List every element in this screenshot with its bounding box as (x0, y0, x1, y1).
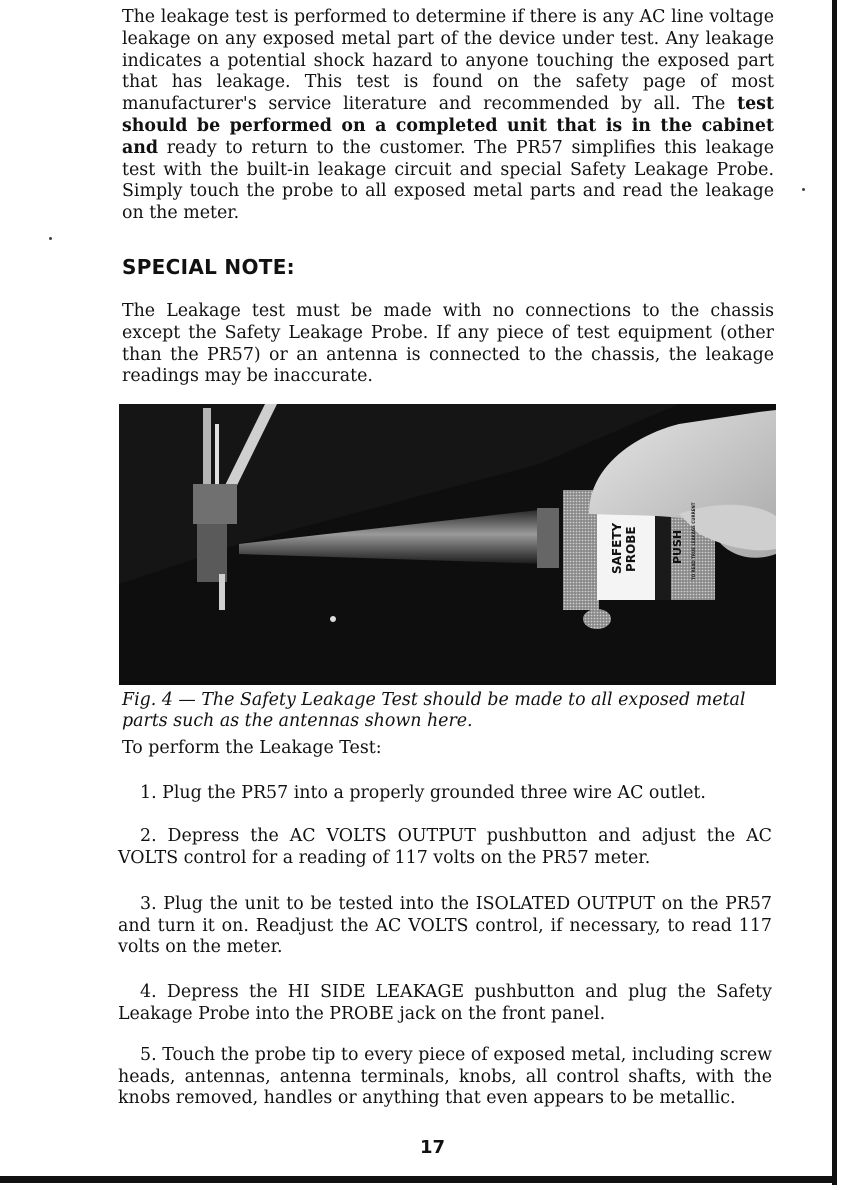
intro-text-bold: test should be performed on a completed unit that is in the cabinet and (122, 94, 774, 158)
procedure-step: 2. Depress the AC VOLTS OUTPUT pushbutton and adjust the AC VOLTS control for a reading of 117 volts on the PR57 meter. (118, 826, 772, 868)
procedure-step: 3. Plug the unit to be tested into the ISOLATED OUTPUT on the PR57 and turn it on. Readjust the AC VOLTS control, if necessary, to read 117 volts on the meter. (118, 894, 772, 958)
scan-speck (49, 237, 52, 240)
scan-speck (802, 188, 805, 191)
bottom-edge-rule (0, 1176, 837, 1183)
figure-caption: Fig. 4 — The Safety Leakage Test should be made to all exposed metal parts such as the antennas shown here. (122, 690, 746, 731)
page-number: 17 (420, 1137, 446, 1158)
right-edge-rule (832, 0, 837, 1185)
label-safety: SAFETY (610, 522, 624, 574)
procedure-step: 5. Touch the probe tip to every piece of exposed metal, including screw heads, antennas, antenna terminals, knobs, all control shafts, with the knobs removed, handles or anything that even appears to be metallic. (118, 1045, 772, 1109)
intro-text-2: ready to return to the customer. The PR57 simplifies this leakage test with the built-in leakage circuit and special Safety Leakage Probe. Simply touch the probe to all exposed metal parts and read the leakage on the meter. (122, 137, 774, 224)
special-note-heading: SPECIAL NOTE: (122, 255, 295, 279)
procedure-step: 1. Plug the PR57 into a properly grounded three wire AC outlet. (140, 783, 706, 803)
label-fine-print: TO READ TRUE LEAKAGE CURRENT (691, 502, 696, 580)
photo-illustration (119, 404, 776, 685)
special-note-paragraph: The Leakage test must be made with no connections to the chassis except the Safety Leakage Probe. If any piece of test equipment (other than the PR57) or an antenna is connected to the chassis, the leakage readings may be inaccurate. (122, 301, 774, 387)
leakage-probe-photo (119, 404, 776, 685)
procedure-step: 4. Depress the HI SIDE LEAKAGE pushbutton and plug the Safety Leakage Probe into the PROBE jack on the front panel. (118, 982, 772, 1024)
label-probe: PROBE (624, 526, 638, 572)
procedure-intro: To perform the Leakage Test: (122, 738, 382, 758)
intro-paragraph (122, 7, 774, 225)
intro-text-1: The leakage test is performed to determine if there is any AC line voltage leakage on any exposed metal part of the device under test. Any leakage indicates a potential shock hazard to anyone touching the exposed part that has leakage. This test is found on the safety page of most manufacturer's service literature and recommended by all. The (122, 7, 774, 115)
label-push: PUSH (671, 529, 684, 564)
probe-collar (537, 508, 559, 568)
